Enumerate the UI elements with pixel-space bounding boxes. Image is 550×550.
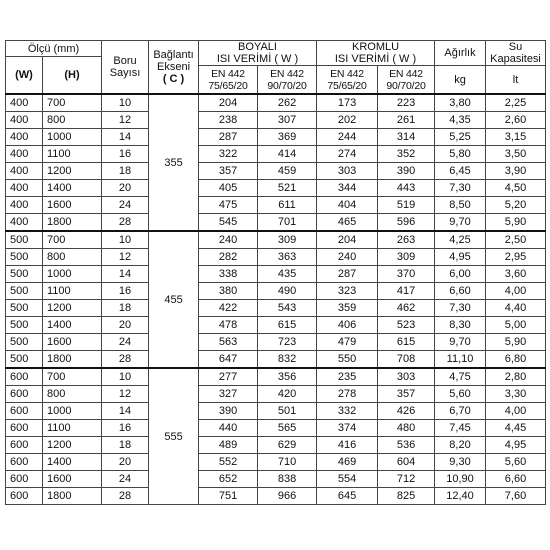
boyali-90-cell: 501 (258, 403, 317, 420)
su-cell: 5,00 (486, 317, 546, 334)
boyali-90-cell: 838 (258, 471, 317, 488)
height-header: (H) (43, 57, 102, 95)
h-cell: 1000 (43, 266, 102, 283)
boyali-90-cell: 723 (258, 334, 317, 351)
boyali-header-line1: BOYALI (238, 41, 277, 53)
h-cell: 800 (43, 249, 102, 266)
agirlik-cell: 9,70 (435, 334, 486, 351)
table-row (6, 437, 546, 454)
boyali-75-cell: 563 (199, 334, 258, 351)
h-cell: 700 (43, 368, 102, 386)
su-cell: 3,60 (486, 266, 546, 283)
agirlik-cell: 7,45 (435, 420, 486, 437)
kromlu-75-cell: 469 (317, 454, 378, 471)
baglanti-header-line2: Ekseni (157, 61, 191, 73)
h-cell: 1000 (43, 403, 102, 420)
kromlu-75-cell: 645 (317, 488, 378, 505)
agirlik-cell: 12,40 (435, 488, 486, 505)
agirlik-cell: 8,30 (435, 317, 486, 334)
su-cell: 4,00 (486, 403, 546, 420)
boyali-90-cell: 435 (258, 266, 317, 283)
kromlu-90-cell: 417 (378, 283, 435, 300)
kromlu-header-line1: KROMLU (351, 41, 400, 53)
h-cell: 1100 (43, 146, 102, 163)
table-header (6, 41, 546, 95)
kromlu-header-line2: ISI VERİMİ ( W ) (334, 53, 417, 65)
agirlik-header: Ağırlık (435, 41, 486, 66)
table-row (6, 317, 546, 334)
su-cell: 6,80 (486, 351, 546, 369)
w-cell: 600 (6, 437, 43, 454)
kromlu-90-cell: 519 (378, 197, 435, 214)
table-row (6, 214, 546, 232)
agirlik-unit: kg (435, 66, 486, 95)
boru-cell: 16 (102, 283, 149, 300)
boyali-75-cell: 240 (199, 231, 258, 249)
h-cell: 800 (43, 386, 102, 403)
boyali-75-cell: 238 (199, 112, 258, 129)
agirlik-cell: 7,30 (435, 180, 486, 197)
w-cell: 400 (6, 146, 43, 163)
boyali-90-cell: 490 (258, 283, 317, 300)
table-row (6, 386, 546, 403)
kromlu-90-cell: 261 (378, 112, 435, 129)
kromlu-90-cell: 462 (378, 300, 435, 317)
size-header: Ölçü (mm) (6, 41, 102, 57)
boyali-90-cell: 611 (258, 197, 317, 214)
kromlu-90-cell: 536 (378, 437, 435, 454)
agirlik-cell: 6,60 (435, 283, 486, 300)
boyali-90-cell: 369 (258, 129, 317, 146)
table-row (6, 94, 546, 112)
boru-cell: 10 (102, 368, 149, 386)
su-cell: 2,80 (486, 368, 546, 386)
h-cell: 1100 (43, 420, 102, 437)
boyali-en-75-header (199, 66, 258, 95)
kromlu-en-90-line1: EN 442 (389, 67, 423, 80)
agirlik-cell: 7,30 (435, 300, 486, 317)
table-row (6, 403, 546, 420)
kromlu-90-cell: 615 (378, 334, 435, 351)
w-cell: 400 (6, 180, 43, 197)
table-row (6, 471, 546, 488)
boyali-75-cell: 380 (199, 283, 258, 300)
boyali-90-cell: 966 (258, 488, 317, 505)
boyali-75-cell: 647 (199, 351, 258, 369)
boyali-75-cell: 475 (199, 197, 258, 214)
kromlu-90-cell: 303 (378, 368, 435, 386)
w-cell: 400 (6, 112, 43, 129)
boru-cell: 20 (102, 180, 149, 197)
kromlu-90-cell: 390 (378, 163, 435, 180)
w-cell: 500 (6, 334, 43, 351)
kromlu-90-cell: 604 (378, 454, 435, 471)
su-cell: 4,00 (486, 283, 546, 300)
h-cell: 1600 (43, 471, 102, 488)
boru-cell: 20 (102, 454, 149, 471)
kromlu-75-cell: 465 (317, 214, 378, 232)
radiator-spec-table (5, 40, 546, 505)
boyali-75-cell: 545 (199, 214, 258, 232)
boyali-en-90-header (258, 66, 317, 95)
boru-cell: 12 (102, 112, 149, 129)
boru-cell: 28 (102, 214, 149, 232)
su-cell: 5,90 (486, 214, 546, 232)
h-cell: 1800 (43, 488, 102, 505)
table-row (6, 129, 546, 146)
w-cell: 400 (6, 94, 43, 112)
agirlik-cell: 4,75 (435, 368, 486, 386)
su-cell: 3,90 (486, 163, 546, 180)
table-row (6, 351, 546, 369)
kromlu-75-cell: 244 (317, 129, 378, 146)
boru-cell: 18 (102, 300, 149, 317)
w-cell: 500 (6, 266, 43, 283)
table-row (6, 368, 546, 386)
su-cell: 3,30 (486, 386, 546, 403)
boyali-75-cell: 204 (199, 94, 258, 112)
agirlik-cell: 8,20 (435, 437, 486, 454)
boyali-header-line2: ISI VERİMİ ( W ) (216, 53, 299, 65)
kromlu-75-cell: 235 (317, 368, 378, 386)
boyali-75-cell: 440 (199, 420, 258, 437)
su-cell: 7,60 (486, 488, 546, 505)
w-cell: 500 (6, 283, 43, 300)
agirlik-cell: 6,45 (435, 163, 486, 180)
boru-cell: 20 (102, 317, 149, 334)
kromlu-90-cell: 708 (378, 351, 435, 369)
su-cell: 2,50 (486, 231, 546, 249)
baglanti-cell: 455 (149, 231, 199, 368)
su-cell: 2,60 (486, 112, 546, 129)
kromlu-90-cell: 223 (378, 94, 435, 112)
kromlu-en-75-line1: EN 442 (330, 67, 364, 80)
kromlu-75-cell: 240 (317, 249, 378, 266)
table-row (6, 249, 546, 266)
agirlik-cell: 4,35 (435, 112, 486, 129)
boru-cell: 14 (102, 403, 149, 420)
su-header-line1: Su (508, 41, 523, 53)
w-cell: 600 (6, 471, 43, 488)
boru-cell: 24 (102, 334, 149, 351)
h-cell: 1000 (43, 129, 102, 146)
kromlu-75-cell: 479 (317, 334, 378, 351)
h-cell: 1400 (43, 317, 102, 334)
agirlik-cell: 4,25 (435, 231, 486, 249)
boyali-en-90-line2: 90/70/20 (267, 79, 307, 92)
boyali-90-cell: 459 (258, 163, 317, 180)
h-cell: 1600 (43, 197, 102, 214)
kromlu-75-cell: 404 (317, 197, 378, 214)
boyali-90-cell: 565 (258, 420, 317, 437)
boru-cell: 18 (102, 163, 149, 180)
kromlu-90-cell: 596 (378, 214, 435, 232)
su-cell: 4,95 (486, 437, 546, 454)
boyali-90-cell: 701 (258, 214, 317, 232)
w-cell: 500 (6, 317, 43, 334)
su-cell: 5,60 (486, 454, 546, 471)
boyali-90-cell: 307 (258, 112, 317, 129)
agirlik-cell: 11,10 (435, 351, 486, 369)
boyali-en-75-line1: EN 442 (211, 67, 245, 80)
boru-cell: 18 (102, 437, 149, 454)
kromlu-75-cell: 287 (317, 266, 378, 283)
boyali-75-cell: 751 (199, 488, 258, 505)
boru-cell: 28 (102, 488, 149, 505)
w-cell: 600 (6, 488, 43, 505)
su-cell: 5,90 (486, 334, 546, 351)
su-cell: 3,50 (486, 146, 546, 163)
table-row (6, 488, 546, 505)
boru-cell: 10 (102, 231, 149, 249)
w-cell: 600 (6, 403, 43, 420)
table-row (6, 180, 546, 197)
kromlu-en-90-line2: 90/70/20 (386, 79, 426, 92)
h-cell: 1600 (43, 334, 102, 351)
boyali-75-cell: 489 (199, 437, 258, 454)
w-cell: 600 (6, 420, 43, 437)
boyali-75-cell: 422 (199, 300, 258, 317)
table-row (6, 454, 546, 471)
boru-cell: 28 (102, 351, 149, 369)
boyali-75-cell: 478 (199, 317, 258, 334)
kromlu-75-cell: 323 (317, 283, 378, 300)
baglanti-header (149, 41, 199, 95)
kromlu-75-cell: 359 (317, 300, 378, 317)
boyali-75-cell: 338 (199, 266, 258, 283)
agirlik-cell: 8,50 (435, 197, 486, 214)
table-row (6, 231, 546, 249)
su-header (486, 41, 546, 66)
table-row (6, 146, 546, 163)
boyali-75-cell: 652 (199, 471, 258, 488)
boyali-90-cell: 521 (258, 180, 317, 197)
w-cell: 400 (6, 214, 43, 232)
boru-header-line1: Boru (113, 55, 137, 67)
table-row (6, 197, 546, 214)
baglanti-cell: 355 (149, 94, 199, 231)
su-cell: 2,95 (486, 249, 546, 266)
boru-header (102, 41, 149, 95)
kromlu-90-cell: 309 (378, 249, 435, 266)
w-cell: 500 (6, 231, 43, 249)
kromlu-en-75-line2: 75/65/20 (327, 79, 367, 92)
kromlu-90-cell: 263 (378, 231, 435, 249)
w-cell: 600 (6, 368, 43, 386)
boyali-75-cell: 287 (199, 129, 258, 146)
kromlu-90-cell: 357 (378, 386, 435, 403)
boru-header-line2: Sayısı (109, 67, 141, 79)
kromlu-75-cell: 550 (317, 351, 378, 369)
table-row (6, 283, 546, 300)
boyali-75-cell: 405 (199, 180, 258, 197)
boyali-90-cell: 710 (258, 454, 317, 471)
table-row (6, 420, 546, 437)
kromlu-75-cell: 204 (317, 231, 378, 249)
boyali-75-cell: 277 (199, 368, 258, 386)
w-cell: 500 (6, 249, 43, 266)
agirlik-cell: 10,90 (435, 471, 486, 488)
boru-cell: 10 (102, 94, 149, 112)
boyali-90-cell: 420 (258, 386, 317, 403)
kromlu-90-cell: 370 (378, 266, 435, 283)
kromlu-75-cell: 332 (317, 403, 378, 420)
table-group (6, 94, 546, 231)
boru-cell: 24 (102, 197, 149, 214)
boyali-header (199, 41, 317, 66)
h-cell: 1400 (43, 454, 102, 471)
boru-cell: 16 (102, 420, 149, 437)
kromlu-90-cell: 352 (378, 146, 435, 163)
boyali-75-cell: 322 (199, 146, 258, 163)
su-cell: 2,25 (486, 94, 546, 112)
boyali-en-75-line2: 75/65/20 (208, 79, 248, 92)
h-cell: 1200 (43, 163, 102, 180)
table-row (6, 266, 546, 283)
kromlu-90-cell: 712 (378, 471, 435, 488)
kromlu-75-cell: 278 (317, 386, 378, 403)
w-cell: 500 (6, 300, 43, 317)
h-cell: 1800 (43, 351, 102, 369)
su-cell: 4,45 (486, 420, 546, 437)
agirlik-cell: 5,80 (435, 146, 486, 163)
agirlik-cell: 4,95 (435, 249, 486, 266)
su-cell: 4,40 (486, 300, 546, 317)
kromlu-75-cell: 202 (317, 112, 378, 129)
boyali-90-cell: 309 (258, 231, 317, 249)
boru-cell: 24 (102, 471, 149, 488)
h-cell: 1200 (43, 437, 102, 454)
w-cell: 600 (6, 454, 43, 471)
spec-table-container (5, 40, 545, 505)
baglanti-header-line3: ( C ) (162, 73, 185, 85)
h-cell: 700 (43, 94, 102, 112)
w-cell: 400 (6, 163, 43, 180)
boyali-75-cell: 282 (199, 249, 258, 266)
kromlu-75-cell: 374 (317, 420, 378, 437)
kromlu-90-cell: 443 (378, 180, 435, 197)
kromlu-header (317, 41, 435, 66)
boyali-75-cell: 552 (199, 454, 258, 471)
baglanti-cell: 555 (149, 368, 199, 505)
su-cell: 4,50 (486, 180, 546, 197)
su-cell: 5,20 (486, 197, 546, 214)
kromlu-90-cell: 825 (378, 488, 435, 505)
boyali-90-cell: 414 (258, 146, 317, 163)
h-cell: 800 (43, 112, 102, 129)
boru-cell: 14 (102, 129, 149, 146)
kromlu-75-cell: 554 (317, 471, 378, 488)
h-cell: 1100 (43, 283, 102, 300)
w-cell: 500 (6, 351, 43, 369)
kromlu-75-cell: 274 (317, 146, 378, 163)
boru-cell: 12 (102, 249, 149, 266)
kromlu-75-cell: 344 (317, 180, 378, 197)
agirlik-cell: 9,30 (435, 454, 486, 471)
boyali-75-cell: 327 (199, 386, 258, 403)
boru-cell: 12 (102, 386, 149, 403)
table-row (6, 334, 546, 351)
boyali-90-cell: 543 (258, 300, 317, 317)
h-cell: 1800 (43, 214, 102, 232)
kromlu-90-cell: 523 (378, 317, 435, 334)
agirlik-cell: 6,00 (435, 266, 486, 283)
agirlik-cell: 6,70 (435, 403, 486, 420)
table-row (6, 163, 546, 180)
h-cell: 700 (43, 231, 102, 249)
boyali-90-cell: 832 (258, 351, 317, 369)
boyali-90-cell: 356 (258, 368, 317, 386)
kromlu-90-cell: 480 (378, 420, 435, 437)
boyali-90-cell: 363 (258, 249, 317, 266)
su-cell: 3,15 (486, 129, 546, 146)
table-row (6, 112, 546, 129)
su-cell: 6,60 (486, 471, 546, 488)
width-header: (W) (6, 57, 43, 95)
agirlik-cell: 3,80 (435, 94, 486, 112)
boyali-90-cell: 262 (258, 94, 317, 112)
su-header-line2: Kapasitesi (490, 53, 541, 65)
boyali-75-cell: 390 (199, 403, 258, 420)
table-row (6, 300, 546, 317)
su-unit: lt (486, 66, 546, 95)
kromlu-en-90-header (378, 66, 435, 95)
agirlik-cell: 9,70 (435, 214, 486, 232)
boru-cell: 14 (102, 266, 149, 283)
boyali-en-90-line1: EN 442 (270, 67, 304, 80)
w-cell: 400 (6, 197, 43, 214)
kromlu-90-cell: 426 (378, 403, 435, 420)
kromlu-en-75-header (317, 66, 378, 95)
w-cell: 400 (6, 129, 43, 146)
kromlu-75-cell: 406 (317, 317, 378, 334)
kromlu-75-cell: 303 (317, 163, 378, 180)
agirlik-cell: 5,60 (435, 386, 486, 403)
boyali-75-cell: 357 (199, 163, 258, 180)
boyali-90-cell: 629 (258, 437, 317, 454)
table-group (6, 231, 546, 368)
table-group (6, 368, 546, 505)
h-cell: 1200 (43, 300, 102, 317)
w-cell: 600 (6, 386, 43, 403)
boyali-90-cell: 615 (258, 317, 317, 334)
kromlu-75-cell: 416 (317, 437, 378, 454)
agirlik-cell: 5,25 (435, 129, 486, 146)
kromlu-75-cell: 173 (317, 94, 378, 112)
baglanti-header-line1: Bağlantı (153, 49, 194, 61)
boru-cell: 16 (102, 146, 149, 163)
h-cell: 1400 (43, 180, 102, 197)
kromlu-90-cell: 314 (378, 129, 435, 146)
